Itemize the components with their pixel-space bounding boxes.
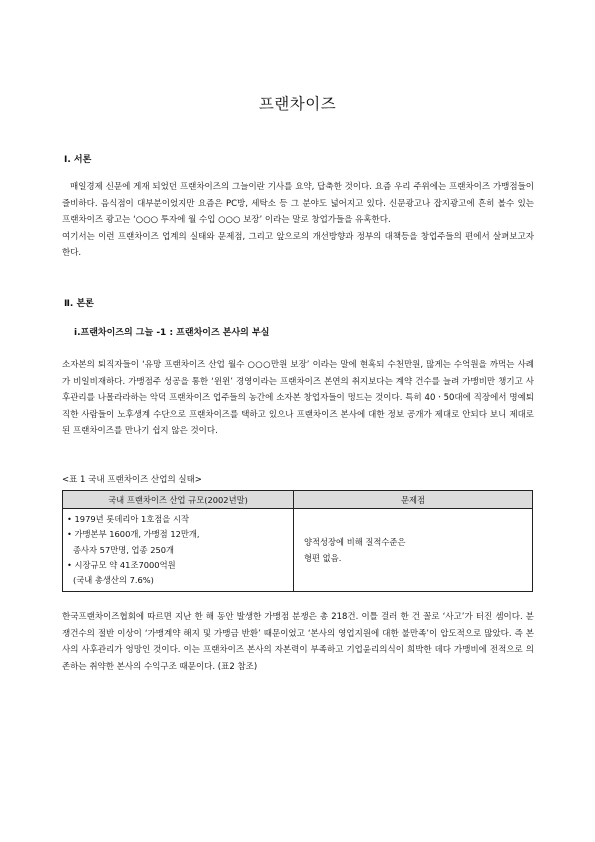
table-header-problems: 문제점	[294, 491, 533, 509]
table-row	[63, 509, 533, 592]
document-title: 프랜차이즈	[258, 95, 337, 113]
section-heading-body: Ⅱ. 본론	[64, 299, 94, 309]
table-cell-problems	[294, 509, 533, 592]
table-cell-line: • 시장규모 약 41조7000억원	[67, 559, 176, 570]
intro-text	[62, 179, 534, 262]
table-header-scale: 국내 프랜차이즈 산업 규모(2002년말)	[63, 491, 294, 509]
closing-text	[62, 609, 534, 675]
table-header-row	[63, 491, 533, 509]
intro-paragraph-2: 여기서는 이런 프랜차이즈 업계의 실태와 문제점, 그리고 앞으로의 개선방향과 정부의 대책등을 창업주들의 편에서 살펴보고자 한다.	[62, 231, 534, 259]
table-cell-line: • 가맹본부 1600개, 가맹점 12만개,	[67, 529, 200, 540]
table-cell-line: 양적성장에 비해 질적수준은	[304, 537, 406, 548]
table-cell-line: • 1979년 롯데리아 1호점을 시작	[67, 514, 189, 524]
table-cell-scale	[63, 509, 294, 592]
subsection-heading: ⅰ.프랜차이즈의 그늘 -1 : 프랜차이즈 본사의 부실	[74, 328, 270, 338]
table-cell-line: (국내 총생산의 7.6%)	[73, 575, 154, 586]
table-caption: <표 1 국내 프랜차이즈 산업의 실태>	[62, 475, 202, 485]
closing-paragraph: 한국프랜차이즈협회에 따르면 지난 한 해 동안 발생한 가맹점 분쟁은 총 218건. 이틀 걸러 한 건 꼴로 ‘사고’가 터진 셈이다. 분쟁건수의 절반 이상이 ‘가맹계약 해지 및 가맹금 반환’ 때문이었고 ‘본사의 영업지원에 대한 불만족’이 압도적으로 많았다. 즉 본사의 사후관리가 엉망인 것이다. 이는 프랜차이즈 본사의 자본력이 부족하고 기업윤리의식이 희박한 데다 가맹비에 전적으로 의존하는 취약한 본사의 수익구조 때문이다. (표2 참조)	[62, 612, 534, 672]
body-text	[62, 357, 534, 440]
section-heading-intro: Ⅰ. 서론	[64, 155, 92, 165]
body-paragraph: 소자본의 퇴직자들이 ‘유망 프랜차이즈 산업 월수 ○○○만원 보장’ 이라는 말에 현혹되 수천만원, 많게는 수억원을 까먹는 사례가 비일비재하다. 가맹점주 성공을 통한 ‘윈윈’ 경영이라는 프랜차이즈 본연의 취지보다는 계약 건수를 늘려 가맹비만 챙기고 사후관리를 나몰라라하는 악덕 프랜차이즈 업주들의 농간에 소자본 창업자들이 멍드는 것이다. 특히 40ㆍ50대에 직장에서 명예퇴직한 사람들이 노후생계 수단으로 프랜차이즈를 택하고 있으나 프랜차이즈 본사에 대한 정보 공개가 제대로 안되다 보니 제대로 된 프랜차이즈를 만나기 쉽지 않은 것이다.	[62, 360, 534, 437]
table-cell-line: 종사자 57만명, 업종 250개	[73, 544, 175, 555]
franchise-status-table	[62, 490, 533, 592]
table-cell-line: 형편 없음.	[304, 553, 342, 564]
intro-paragraph-1: 매일경제 신문에 게재 되었던 프랜차이즈의 그늘이란 기사를 요약, 답축한 것이다. 요즘 우리 주위에는 프랜차이즈 가맹점들이 즐비하다. 음식점이 대부분이었지만 요즘은 PC방, 세탁소 등 그 분야도 넓어지고 있다. 신문광고나 잡지광고에 흔히 볼수 있는 프랜차이즈 광고는 ‘○○○ 투자에 월 수입 ○○○ 보장’ 이라는 말로 창업가들을 유혹한다.	[62, 182, 534, 226]
